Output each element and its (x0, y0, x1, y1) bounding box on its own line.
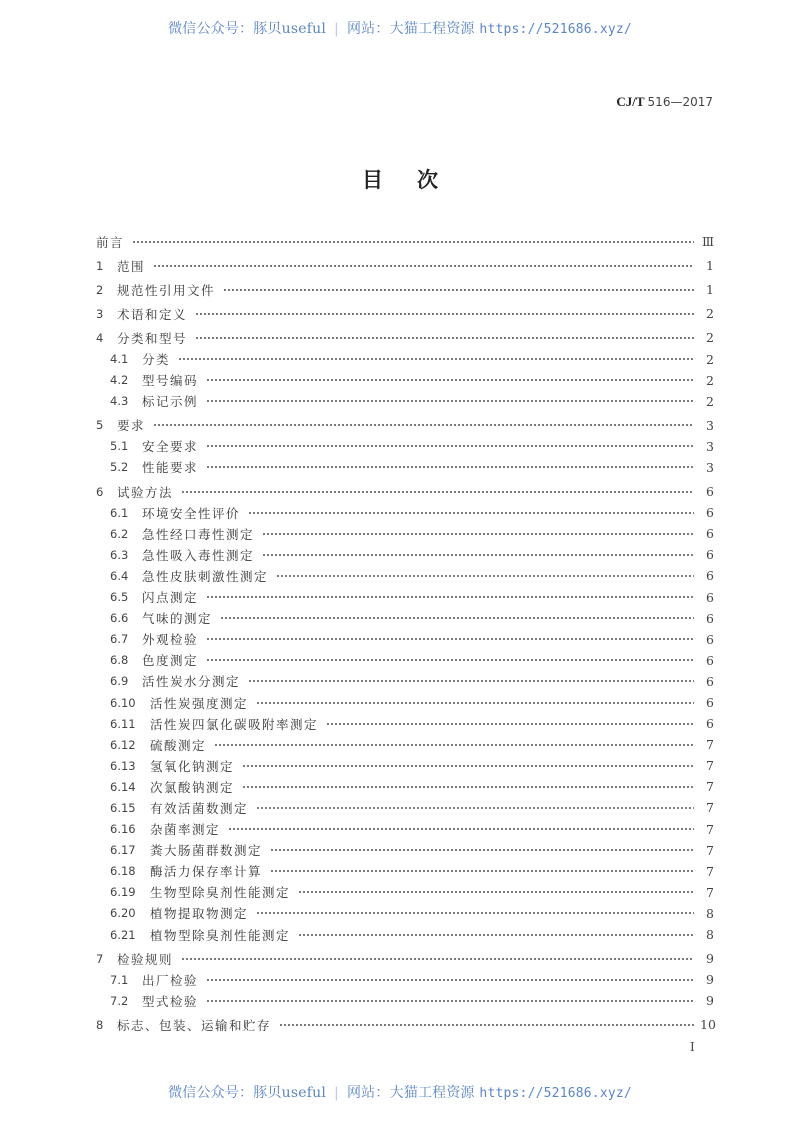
toc-entry-page: 9 (706, 972, 714, 988)
toc-entry-page: 3 (706, 417, 714, 433)
toc-entry-number: 6.9 (110, 674, 129, 689)
toc-entry-page: 2 (706, 393, 714, 409)
toc-entry-number: 6.5 (110, 590, 129, 605)
toc-entry-page: 6 (706, 505, 714, 521)
toc-entry-label: 分类和型号 (117, 330, 188, 346)
toc-entry[interactable] (96, 231, 714, 252)
dot-leader (242, 762, 694, 770)
toc-entry[interactable] (96, 279, 714, 300)
toc-entry[interactable] (96, 327, 714, 348)
dot-leader (262, 530, 694, 538)
toc-entry-label: 色度测定 (142, 653, 199, 669)
toc-entry[interactable] (96, 692, 714, 713)
toc-entry-number: 4.2 (110, 373, 129, 388)
dot-leader (206, 593, 694, 601)
toc-entry[interactable] (96, 502, 714, 523)
watermark-wechat: 微信公众号：豚贝useful (168, 1085, 327, 1101)
watermark-separator: | (334, 21, 339, 37)
toc-entry-number: 6.1 (110, 505, 129, 520)
toc-entry-label: 前言 (96, 234, 125, 250)
toc-entry-label: 植物型除臭剂性能测定 (150, 927, 291, 943)
toc-entry[interactable] (96, 544, 714, 565)
dot-leader (206, 397, 694, 405)
dot-leader (214, 741, 694, 749)
toc-entry-page: 2 (706, 372, 714, 388)
toc-entry-page: 7 (706, 863, 714, 879)
toc-entry-page: 2 (706, 330, 714, 346)
toc-entry-number: 6.21 (110, 927, 136, 942)
dot-leader (262, 551, 694, 559)
toc-entry-number: 7.1 (110, 972, 129, 987)
toc-entry-label: 急性皮肤刺激性测定 (142, 568, 269, 584)
watermark-separator: | (334, 1085, 339, 1101)
toc-entry-page: Ⅲ (701, 234, 714, 250)
toc-entry[interactable] (96, 255, 714, 276)
toc-entry[interactable] (96, 650, 714, 671)
toc-entry-number: 7 (96, 951, 104, 966)
toc-entry[interactable] (96, 713, 714, 734)
toc-entry[interactable] (96, 882, 714, 903)
standard-prefix: CJ/T (616, 94, 645, 109)
dot-leader (279, 1021, 694, 1029)
toc-entry-label: 粪大肠菌群数测定 (150, 843, 263, 859)
toc-entry-page: 10 (700, 1017, 716, 1033)
dot-leader (195, 310, 694, 318)
toc-entry-label: 标志、包装、运输和贮存 (117, 1017, 272, 1033)
toc-entry-page: 8 (706, 905, 714, 921)
toc-entry[interactable] (96, 819, 714, 840)
toc-entry-page: 6 (706, 652, 714, 668)
dot-leader (326, 720, 694, 728)
toc-entry-label: 气味的测定 (142, 611, 213, 627)
toc-entry-page: 7 (706, 800, 714, 816)
dot-leader (248, 677, 694, 685)
toc-entry-number: 6.10 (110, 695, 136, 710)
toc-entry-number: 6.4 (110, 568, 129, 583)
toc-entry-page: 6 (706, 526, 714, 542)
toc-entry-label: 型式检验 (142, 993, 199, 1009)
toc-entry-number: 6.7 (110, 632, 129, 647)
watermark-wechat: 微信公众号：豚贝useful (168, 21, 327, 37)
toc-entry-number: 6.11 (110, 716, 136, 731)
dot-leader (248, 509, 694, 517)
toc-entry[interactable] (96, 755, 714, 776)
toc-entry-page: 2 (706, 351, 714, 367)
toc-entry-label: 性能要求 (142, 460, 199, 476)
watermark-bottom (0, 1082, 800, 1102)
toc-entry[interactable] (96, 948, 714, 969)
toc-entry-label: 生物型除臭剂性能测定 (150, 885, 291, 901)
dot-leader (178, 355, 694, 363)
toc-entry-label: 检验规则 (117, 951, 174, 967)
toc-entry-page: 6 (706, 589, 714, 605)
toc-entry-label: 硫酸测定 (150, 737, 207, 753)
toc-entry[interactable] (96, 861, 714, 882)
toc-entry-number: 3 (96, 306, 104, 321)
toc-entry[interactable] (96, 481, 714, 502)
toc-entry[interactable] (96, 990, 714, 1011)
dot-leader (228, 825, 694, 833)
toc-entry-number: 4 (96, 330, 104, 345)
watermark-top (0, 18, 800, 38)
dot-leader (153, 262, 694, 270)
dot-leader (206, 463, 694, 471)
watermark-url[interactable]: https://521686.xyz/ (479, 22, 632, 37)
toc-entry[interactable] (96, 734, 714, 755)
toc-entry-page: 9 (706, 951, 714, 967)
toc-entry-number: 6 (96, 484, 104, 499)
dot-leader (206, 976, 694, 984)
dot-leader (206, 635, 694, 643)
toc-entry-page: 7 (706, 884, 714, 900)
toc-entry-number: 6.19 (110, 885, 136, 900)
toc-entry-number: 4.1 (110, 352, 129, 367)
toc-entry-page: 7 (706, 821, 714, 837)
toc-entry-label: 试验方法 (117, 484, 174, 500)
toc-entry-page: 3 (706, 438, 714, 454)
toc-entry[interactable] (96, 969, 714, 990)
dot-leader (206, 376, 694, 384)
dot-leader (195, 334, 694, 342)
dot-leader (256, 699, 694, 707)
standard-number (616, 94, 713, 110)
toc-entry-page: 6 (706, 547, 714, 563)
dot-leader (298, 931, 694, 939)
dot-leader (132, 238, 694, 246)
toc-entry-number: 5.2 (110, 460, 129, 475)
dot-leader (153, 421, 694, 429)
toc-entry-number: 6.13 (110, 758, 136, 773)
dot-leader (220, 614, 694, 622)
dot-leader (181, 488, 694, 496)
toc-entry[interactable] (96, 415, 714, 436)
toc-entry-number: 6.15 (110, 800, 136, 815)
toc-entry-label: 活性炭强度测定 (150, 695, 249, 711)
toc-entry-number: 7.2 (110, 993, 129, 1008)
watermark-site: 网站：大猫工程资源 (346, 21, 475, 37)
toc-entry-label: 活性炭水分测定 (142, 674, 241, 690)
toc-entry[interactable] (96, 370, 714, 391)
toc-entry-number: 6.3 (110, 547, 129, 562)
dot-leader (206, 442, 694, 450)
toc-entry-number: 5.1 (110, 439, 129, 454)
toc-entry[interactable] (96, 840, 714, 861)
toc-entry-label: 规范性引用文件 (117, 282, 216, 298)
toc-entry-number: 6.18 (110, 864, 136, 879)
toc-entry-number: 6.16 (110, 822, 136, 837)
toc-entry[interactable] (96, 303, 714, 324)
toc-entry-label: 标记示例 (142, 394, 199, 410)
toc-entry-number: 2 (96, 282, 104, 297)
standard-code: 516—2017 (647, 95, 713, 109)
dot-leader (206, 997, 694, 1005)
toc-entry-page: 6 (706, 610, 714, 626)
toc-entry-page: 6 (706, 568, 714, 584)
toc-entry-page: 7 (706, 779, 714, 795)
toc-entry[interactable] (96, 924, 714, 945)
toc-entry-page: 7 (706, 737, 714, 753)
toc-entry-label: 次氯酸钠测定 (150, 779, 235, 795)
toc-entry-label: 要求 (117, 418, 146, 434)
toc-entry[interactable] (96, 587, 714, 608)
table-of-contents (96, 231, 714, 1035)
toc-entry[interactable] (96, 671, 714, 692)
toc-entry-page: 7 (706, 842, 714, 858)
toc-entry-number: 4.3 (110, 394, 129, 409)
page-number: Ⅰ (690, 1040, 695, 1054)
toc-entry-page: 6 (706, 484, 714, 500)
toc-entry-page: 3 (706, 459, 714, 475)
toc-entry-label: 安全要求 (142, 439, 199, 455)
dot-leader (270, 867, 694, 875)
toc-entry-label: 急性吸入毒性测定 (142, 547, 255, 563)
toc-entry-number: 6.20 (110, 906, 136, 921)
toc-entry[interactable] (96, 1014, 714, 1035)
toc-entry-label: 有效活菌数测定 (150, 800, 249, 816)
dot-leader (270, 846, 694, 854)
dot-leader (206, 656, 694, 664)
toc-entry[interactable] (96, 523, 714, 544)
page-title: 目次 (362, 168, 472, 192)
toc-entry-label: 出厂检验 (142, 972, 199, 988)
dot-leader (298, 888, 694, 896)
toc-entry-page: 1 (706, 282, 714, 298)
dot-leader (256, 804, 694, 812)
toc-entry-label: 植物提取物测定 (150, 906, 249, 922)
toc-entry-number: 8 (96, 1017, 104, 1032)
toc-entry-label: 环境安全性评价 (142, 505, 241, 521)
dot-leader (276, 572, 694, 580)
watermark-url[interactable]: https://521686.xyz/ (479, 1086, 632, 1101)
toc-entry-label: 外观检验 (142, 632, 199, 648)
toc-entry[interactable] (96, 776, 714, 797)
toc-entry-page: 6 (706, 716, 714, 732)
toc-entry-page: 2 (706, 306, 714, 322)
dot-leader (242, 783, 694, 791)
toc-entry[interactable] (96, 348, 714, 369)
dot-leader (223, 286, 694, 294)
toc-entry-number: 5 (96, 418, 104, 433)
toc-entry[interactable] (96, 565, 714, 586)
toc-entry[interactable] (96, 797, 714, 818)
toc-entry-label: 范围 (117, 258, 146, 274)
watermark-site: 网站：大猫工程资源 (346, 1085, 475, 1101)
toc-entry[interactable] (96, 608, 714, 629)
toc-entry[interactable] (96, 436, 714, 457)
toc-entry-number: 6.8 (110, 653, 129, 668)
toc-entry-number: 6.14 (110, 779, 136, 794)
toc-entry-label: 酶活力保存率计算 (150, 864, 263, 880)
toc-entry-label: 型号编码 (142, 373, 199, 389)
toc-entry-number: 1 (96, 258, 104, 273)
toc-entry-number: 6.12 (110, 737, 136, 752)
toc-entry[interactable] (96, 457, 714, 478)
toc-entry-page: 1 (706, 258, 714, 274)
toc-entry-label: 术语和定义 (117, 306, 188, 322)
toc-entry-label: 分类 (142, 352, 171, 368)
toc-entry-number: 6.2 (110, 526, 129, 541)
toc-entry-label: 闪点测定 (142, 590, 199, 606)
dot-leader (181, 955, 694, 963)
toc-entry-page: 6 (706, 673, 714, 689)
toc-entry[interactable] (96, 903, 714, 924)
toc-entry-page: 6 (706, 695, 714, 711)
toc-entry-label: 氢氧化钠测定 (150, 758, 235, 774)
toc-entry-label: 杂菌率测定 (150, 822, 221, 838)
toc-entry-page: 8 (706, 927, 714, 943)
toc-entry-page: 7 (706, 758, 714, 774)
toc-entry-page: 9 (706, 993, 714, 1009)
toc-entry-label: 活性炭四氯化碳吸附率测定 (150, 716, 319, 732)
toc-entry-number: 6.17 (110, 843, 136, 858)
toc-entry-label: 急性经口毒性测定 (142, 526, 255, 542)
toc-entry[interactable] (96, 629, 714, 650)
dot-leader (256, 909, 694, 917)
toc-entry-page: 6 (706, 631, 714, 647)
toc-entry[interactable] (96, 391, 714, 412)
toc-entry-number: 6.6 (110, 611, 129, 626)
